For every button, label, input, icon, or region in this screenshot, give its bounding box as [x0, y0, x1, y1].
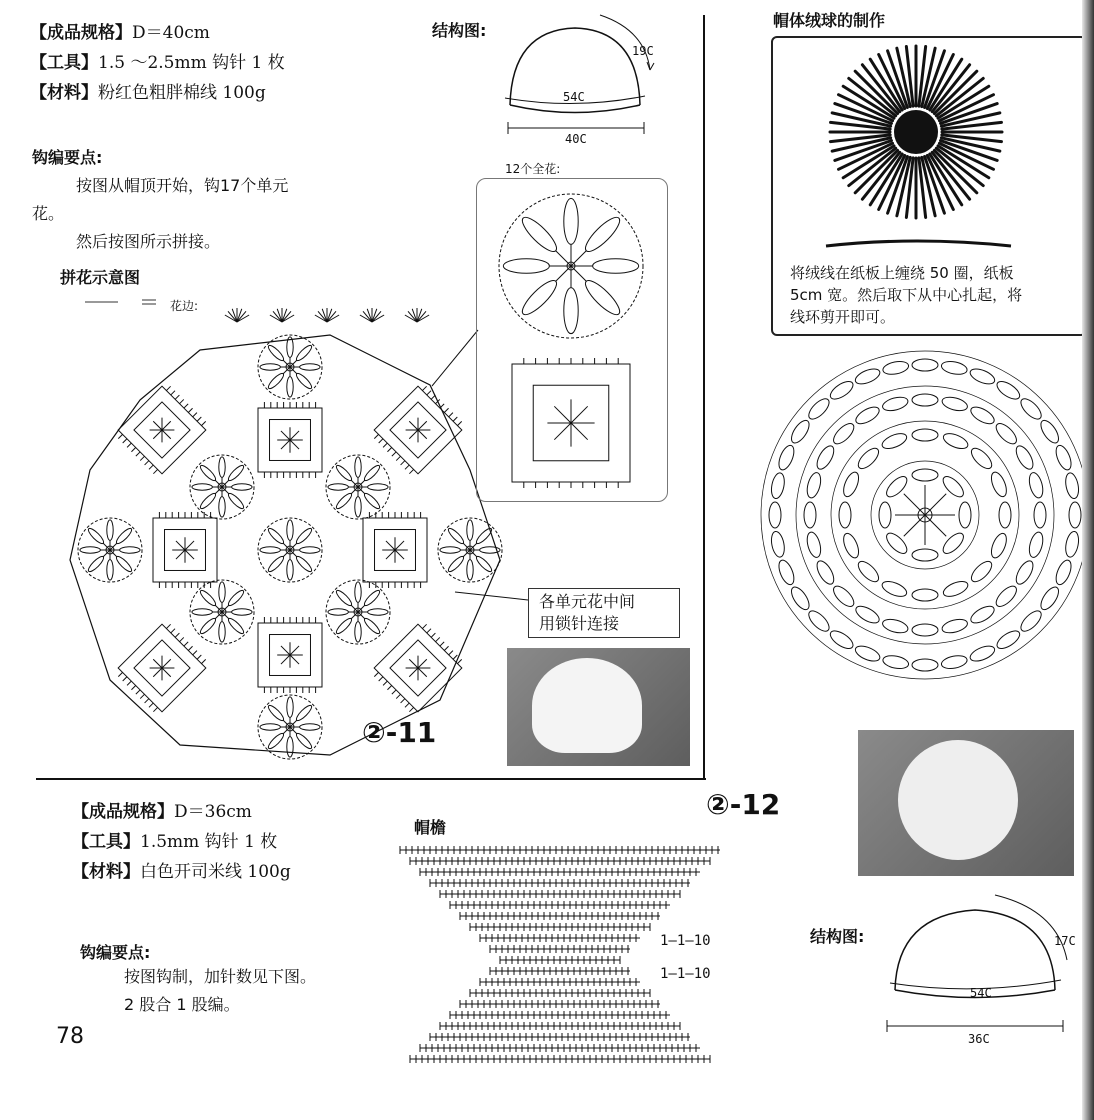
increase-label-2: 1—1—10 [660, 966, 711, 982]
spec-material-row: 【材料】白色开司米线 100g [72, 862, 291, 882]
dim-circumference-11: 54C [563, 90, 585, 104]
dim-width-11: 40C [565, 132, 587, 146]
callout-line: 各单元花中间 [539, 592, 636, 611]
brim-title: 帽檐 [414, 818, 447, 837]
hat-structure-diagram-12 [885, 890, 1075, 1050]
dim-height-12: 17C [1054, 934, 1076, 948]
instructions-title-12: 钩编要点: [80, 943, 151, 962]
pompom-text-line: 将绒线在纸板上缠绕 50 圈，纸板 [790, 264, 1014, 282]
brim-stitch-chart [395, 840, 735, 1070]
pompom-text-line: 线环剪开即可。 [790, 308, 896, 326]
hat-photo-12 [858, 730, 1074, 876]
spec-block-12 [72, 797, 291, 887]
dim-circumference-12: 54C [970, 986, 992, 1000]
hat-photo-11 [507, 648, 690, 766]
spec-size-row: 【成品规格】D＝36cm [72, 802, 252, 822]
instruction-line: 花。 [32, 204, 65, 223]
spec-material-row: 【材料】粉红色粗胖棉线 100g [30, 83, 266, 103]
instruction-line: 然后按图所示拼接。 [76, 232, 221, 251]
callout-box [528, 588, 680, 638]
motif-detail-diagrams [476, 178, 666, 500]
page-number: 78 [56, 1024, 84, 1049]
spec-tool-row: 【工具】1.5mm 钩针 1 枚 [72, 832, 278, 852]
spec-size-row: 【成品规格】D＝40cm [30, 23, 210, 43]
structure-title-12: 结构图: [810, 927, 865, 946]
pattern-label-12: ②-12 [706, 788, 781, 821]
pink-hat-image [532, 658, 642, 753]
instructions-title-11: 钩编要点: [32, 148, 103, 167]
pattern-label-11: ②-11 [362, 716, 437, 749]
instruction-line: 按图从帽顶开始，钩17个单元 [76, 176, 289, 195]
instruction-line: 2 股合 1 股编。 [124, 995, 240, 1014]
pompom-text [790, 262, 1080, 328]
structure-title-11: 结构图: [432, 21, 487, 40]
callout-line: 用锁针连接 [539, 614, 620, 633]
white-hat-image [898, 740, 1018, 860]
spec-tool-row: 【工具】1.5 ～2.5mm 钩针 1 枚 [30, 53, 285, 73]
dim-height-11: 19C [632, 44, 654, 58]
vertical-divider [703, 15, 705, 778]
pompom-text-line: 5cm 宽。然后取下从中心扎起，将 [790, 286, 1023, 304]
page-gutter [1082, 0, 1094, 1120]
instruction-line: 按图钩制，加针数见下图。 [124, 967, 317, 986]
increase-label-1: 1—1—10 [660, 933, 711, 949]
motif-title: 12个全花: [505, 162, 561, 176]
crown-round-chart [760, 345, 1090, 685]
assembly-title: 拼花示意图 [60, 268, 141, 287]
horizontal-divider [36, 778, 706, 780]
instructions-12 [124, 963, 316, 1019]
dim-width-12: 36C [968, 1032, 990, 1046]
edge-label: 花边: [170, 299, 199, 313]
pompom-title: 帽体绒球的制作 [773, 11, 886, 30]
